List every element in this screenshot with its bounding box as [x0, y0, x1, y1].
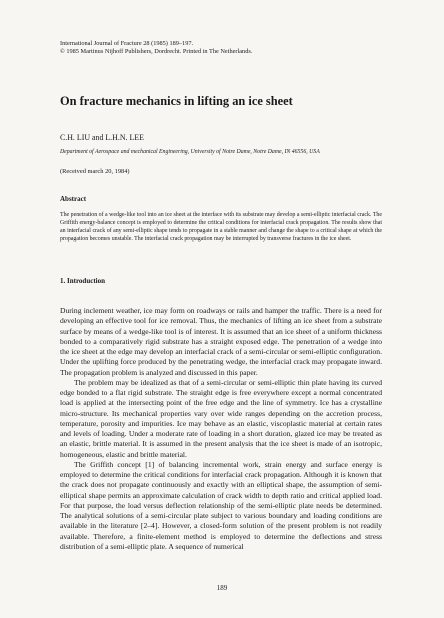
affiliation: Department of Aerospace and mechanical Engineering, University of Notre Dame, Notre Dame, IN 46556, USA [60, 149, 320, 155]
abstract-text: The penetration of a wedge-like tool into an ice sheet at the interface with its substrate may develop a semi-elliptic interfacial crack. The Griffith energy-balance concept is employed to determine the critical conditions for interfacial crack propagation. The results show that an interfacial crack of any semi-elliptic shape tends to propagate in a stable manner and change the shape to a critical shape at which the propagation becomes unstable. The interfacial crack propagation may be interrupted by transverse fractures in the ice sheet. [60, 212, 382, 243]
section-heading: 1. Introduction [60, 277, 105, 285]
authors: C.H. LIU and L.H.N. LEE [60, 133, 144, 142]
paragraph: The Griffith concept [1] of balancing incremental work, strain energy and surface energy is employed to determine the critical conditions for interfacial crack propagation. Although it is known that the crack does not propagate continuously and exactly with an elliptical shape, the assumption of semi-elliptical shape permits an approximate calculation of crack width to depth ratio and critical applied load. For that purpose, the load versus deflection relationship of the semi-elliptic plate needs be determined. The analytical solutions of a semi-circular plate subject to various boundary and loading conditions are available in the literature [2–4]. However, a closed-form solution of the present problem is not readily available. Therefore, a finite-element method is employed to determine the deflections and stress distribution of a semi-elliptic plate. A sequence of numerical [60, 459, 382, 551]
paragraph: During inclement weather, ice may form on roadways or rails and hamper the traffic. There is a need for developing an effective tool for ice removal. Thus, the mechanics of lifting an ice sheet from a substrate surface by means of a wedge-like tool is of interest. It is assumed that an ice sheet of a uniform thickness bonded to a comparatively rigid substrate has a straight exposed edge. The penetration of a wedge into the ice sheet at the edge may develop an interfacial crack of a semi-circular or semi-elliptic configuration. Under the uplifting force produced by the penetrating wedge, the interfacial crack may propagate inward. The propagation problem is analyzed and discussed in this paper. [60, 306, 382, 377]
received-date: (Received march 20, 1984) [60, 168, 130, 175]
page-number: 189 [216, 584, 228, 592]
section-body [60, 306, 382, 552]
abstract [60, 211, 382, 243]
journal-header [60, 40, 252, 56]
article-title: On fracture mechanics in lifting an ice sheet [60, 94, 293, 108]
abstract-heading: Abstract [60, 195, 87, 203]
paragraph: The problem may be idealized as that of a semi-circular or semi-elliptic thin plate having its curved edge bonded to a flat rigid substrate. The straight edge is free everywhere except a normal concentrated load is applied at the intersecting point of the free edge and the line of symmetry. Ice has a crystalline micro-structure. Its mechanical properties vary over wide ranges depending on the accretion process, temperature, porosity and impurities. Ice may behave as an elastic, viscoplastic material at certain rates and levels of loading. Under a moderate rate of loading in a short duration, glazed ice may be treated as an elastic, brittle material. It is assumed in the present analysis that the ice sheet is made of an isotropic, homogeneous, elastic and brittle material. [60, 377, 382, 459]
copyright-notice: © 1985 Martinus Nijhoff Publishers, Dordrecht. Printed in The Netherlands. [60, 48, 253, 56]
journal-citation: International Journal of Fracture 28 (1985) 189–197. [60, 40, 194, 47]
